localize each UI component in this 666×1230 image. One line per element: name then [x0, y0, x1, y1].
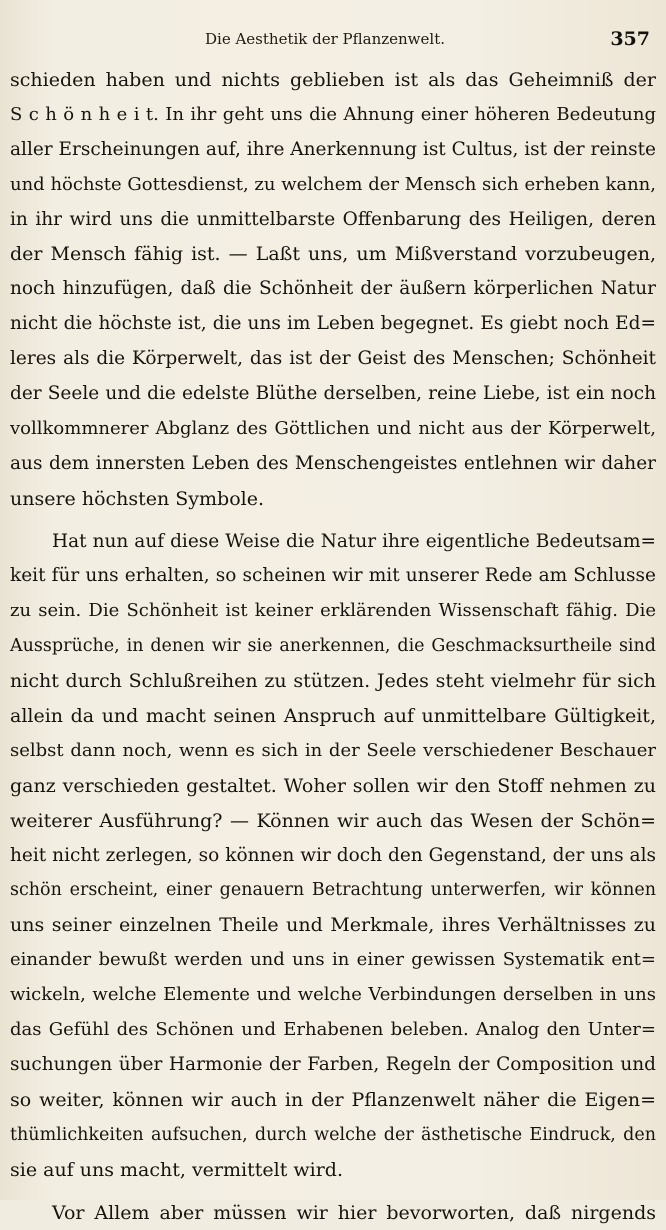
- text-line: noch hinzufügen, daß die Schönheit der äußern körperlichen Natur: [10, 272, 656, 307]
- text-line: vollkommnerer Abglanz des Göttlichen und nicht aus der Körperwelt,: [10, 412, 656, 447]
- text-line: der Mensch fähig ist. — Laßt uns, um Mißverstand vorzubeugen,: [10, 237, 656, 272]
- text-line: Hat nun auf diese Weise die Natur ihre eigentliche Bedeutsam=: [10, 525, 656, 560]
- page-number: 357: [610, 28, 650, 50]
- text-line: der Seele und die edelste Blüthe derselben, reine Liebe, ist ein noch: [10, 377, 656, 412]
- paragraph-gap: [10, 517, 656, 525]
- text-line: aus dem innersten Leben des Menschengeistes entlehnen wir daher: [10, 447, 656, 482]
- text-line: das Gefühl des Schönen und Erhabenen beleben. Analog den Unter=: [10, 1013, 656, 1048]
- text-line: heit nicht zerlegen, so können wir doch den Gegenstand, der uns als: [10, 839, 656, 874]
- text-line: leres als die Körperwelt, das ist der Geist des Menschen; Schönheit: [10, 342, 656, 377]
- text-line: weiterer Ausführung? — Können wir auch das Wesen der Schön=: [10, 804, 656, 839]
- text-line: selbst dann noch, wenn es sich in der Seele verschiedener Beschauer: [10, 734, 656, 769]
- paragraph-2: [10, 525, 656, 1188]
- text-line: Aussprüche, in denen wir sie anerkennen, die Geschmacksurtheile sind: [10, 629, 656, 664]
- text-line: schieden haben und nichts geblieben ist als das Geheimniß der: [10, 63, 656, 98]
- text-line: uns seiner einzelnen Theile und Merkmale, ihres Verhältnisses zu: [10, 908, 656, 943]
- text-line: zu sein. Die Schönheit ist keiner erklärenden Wissenschaft fähig. Die: [10, 594, 656, 629]
- text-line: wickeln, welche Elemente und welche Verbindungen derselben in uns: [10, 978, 656, 1013]
- text-line: ganz verschieden gestaltet. Woher sollen wir den Stoff nehmen zu: [10, 769, 656, 804]
- body-text: [10, 63, 656, 1230]
- text-line: suchungen über Harmonie der Farben, Regeln der Composition und: [10, 1048, 656, 1083]
- running-head: [0, 28, 666, 50]
- paragraph-1: [10, 63, 656, 517]
- text-line: keit für uns erhalten, so scheinen wir mit unserer Rede am Schlusse: [10, 559, 656, 594]
- running-title: Die Aesthetik der Pflanzenwelt.: [205, 30, 445, 48]
- text-line: nicht durch Schlußreihen zu stützen. Jedes steht vielmehr für sich: [10, 664, 656, 699]
- text-line: einander bewußt werden und uns in einer gewissen Systematik ent=: [10, 943, 656, 978]
- text-line: Vor Allem aber müssen wir hier bevorworten, daß nirgends: [10, 1196, 656, 1230]
- text-line: S c h ö n h e i t. In ihr geht uns die Ahnung einer höheren Bedeutung: [10, 98, 656, 133]
- text-line: sie auf uns macht, vermittelt wird.: [10, 1153, 656, 1188]
- paragraph-3: [10, 1196, 656, 1230]
- text-line: aller Erscheinungen auf, ihre Anerkennung ist Cultus, ist der reinste: [10, 133, 656, 168]
- text-line: in ihr wird uns die unmittelbarste Offenbarung des Heiligen, deren: [10, 203, 656, 238]
- text-line: schön erscheint, einer genauern Betrachtung unterwerfen, wir können: [10, 873, 656, 908]
- text-line: allein da und macht seinen Anspruch auf unmittelbare Gültigkeit,: [10, 699, 656, 734]
- paragraph-gap: [10, 1188, 656, 1196]
- text-line: unsere höchsten Symbole.: [10, 482, 656, 517]
- text-line: und höchste Gottesdienst, zu welchem der Mensch sich erheben kann,: [10, 168, 656, 203]
- text-line: nicht die höchste ist, die uns im Leben begegnet. Es giebt noch Ed=: [10, 307, 656, 342]
- text-line: so weiter, können wir auch in der Pflanzenwelt näher die Eigen=: [10, 1083, 656, 1118]
- text-line: thümlichkeiten aufsuchen, durch welche der ästhetische Eindruck, den: [10, 1118, 656, 1153]
